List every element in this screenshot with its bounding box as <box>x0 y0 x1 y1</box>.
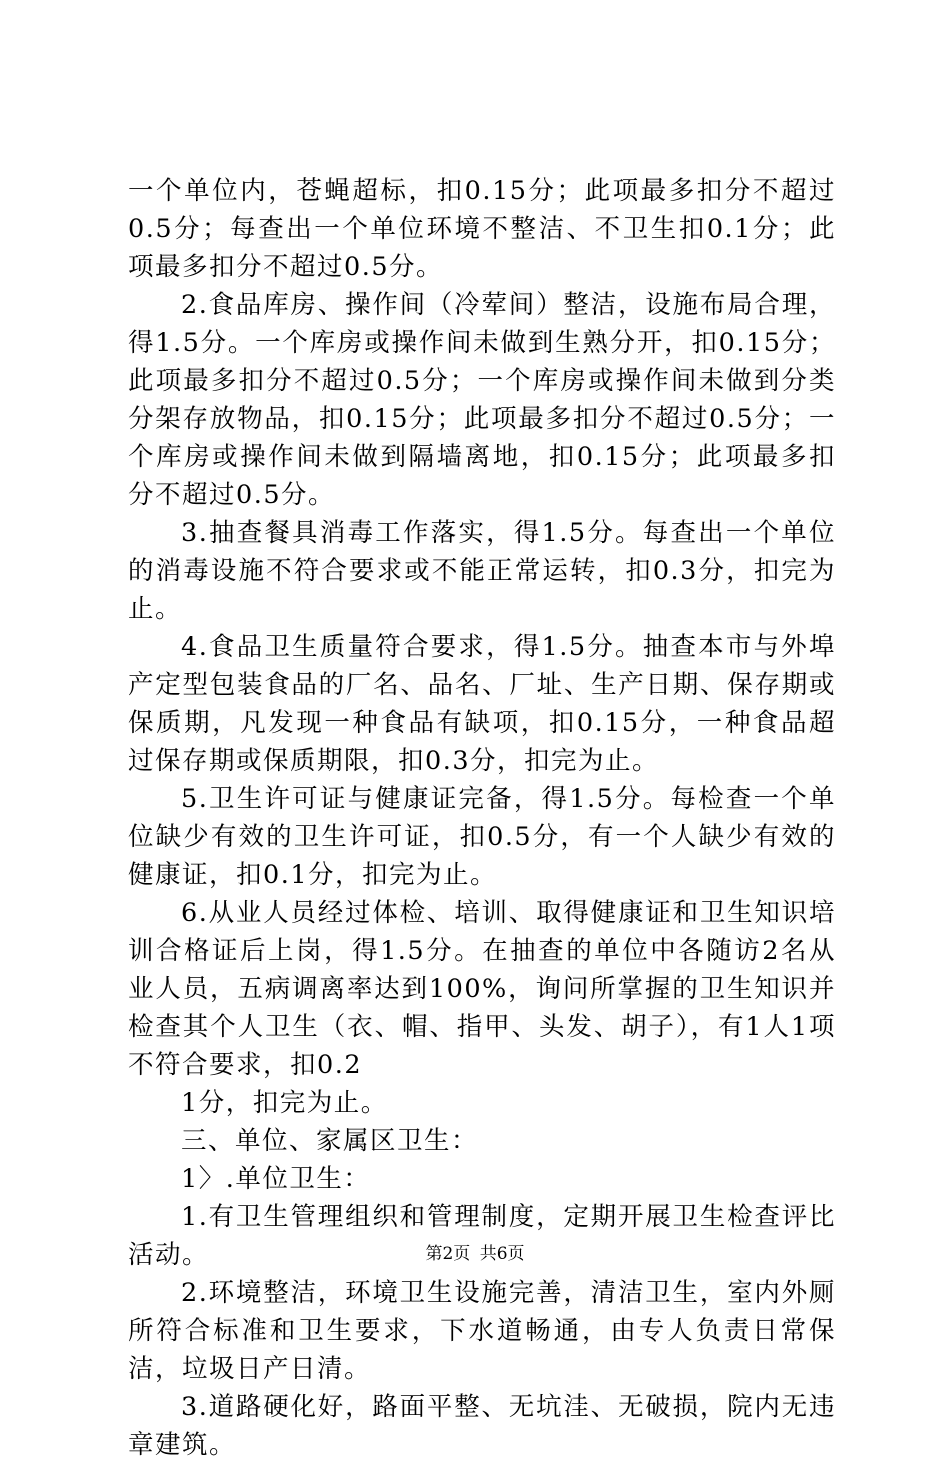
paragraph: 3.道路硬化好，路面平整、无坑洼、无破损，院内无违章建筑。 <box>128 1392 836 1460</box>
paragraph: 1.有卫生管理组织和管理制度，定期开展卫生检查评比活动。 <box>128 1202 836 1270</box>
document-body <box>128 172 836 1464</box>
page-number: 第2页 <box>425 1244 471 1264</box>
paragraph: 5.卫生许可证与健康证完备，得1.5分。每检查一个单位缺少有效的卫生许可证，扣0.5分，有一个人缺少有效的健康证，扣0.1分，扣完为止。 <box>128 784 836 890</box>
paragraph: 4.食品卫生质量符合要求，得1.5分。抽查本市与外埠产定型包装食品的厂名、品名、厂址、生产日期、保存期或保质期，凡发现一种食品有缺项，扣0.15分，一种食品超过保存期或保质期限，扣0.3分，扣完为止。 <box>128 632 836 776</box>
page-footer <box>0 1242 950 1266</box>
paragraph: 2.食品库房、操作间（冷荤间）整洁，设施布局合理，得1.5分。一个库房或操作间未做到生熟分开，扣0.15分；此项最多扣分不超过0.5分；一个库房或操作间未做到分类分架存放物品，扣0.15分；此项最多扣分不超过0.5分；一个库房或操作间未做到隔墙离地，扣0.15分；此项最多扣分不超过0.5分。 <box>128 290 836 510</box>
paragraph: 一个单位内，苍蝇超标，扣0.15分；此项最多扣分不超过0.5分；每查出一个单位环境不整洁、不卫生扣0.1分；此项最多扣分不超过0.5分。 <box>128 176 836 282</box>
paragraph: 1〉.单位卫生： <box>181 1164 371 1194</box>
paragraph: 6.从业人员经过体检、培训、取得健康证和卫生知识培训合格证后上岗，得1.5分。在抽查的单位中各随访2名从业人员，五病调离率达到100%，询问所掌握的卫生知识并检查其个人卫生（衣、帽、指甲、头发、胡子），有1人1项不符合要求，扣0.2 <box>128 898 836 1080</box>
paragraph: 2.环境整洁，环境卫生设施完善，清洁卫生，室内外厕所符合标准和卫生要求，下水道畅通，由专人负责日常保洁，垃圾日产日清。 <box>128 1278 836 1384</box>
paragraph: 3.抽查餐具消毒工作落实，得1.5分。每查出一个单位的消毒设施不符合要求或不能正常运转，扣0.3分，扣完为止。 <box>128 518 836 624</box>
paragraph: 三、单位、家属区卫生： <box>181 1126 479 1156</box>
page-total: 共6页 <box>479 1244 525 1264</box>
paragraph: 1分，扣完为止。 <box>181 1088 388 1118</box>
